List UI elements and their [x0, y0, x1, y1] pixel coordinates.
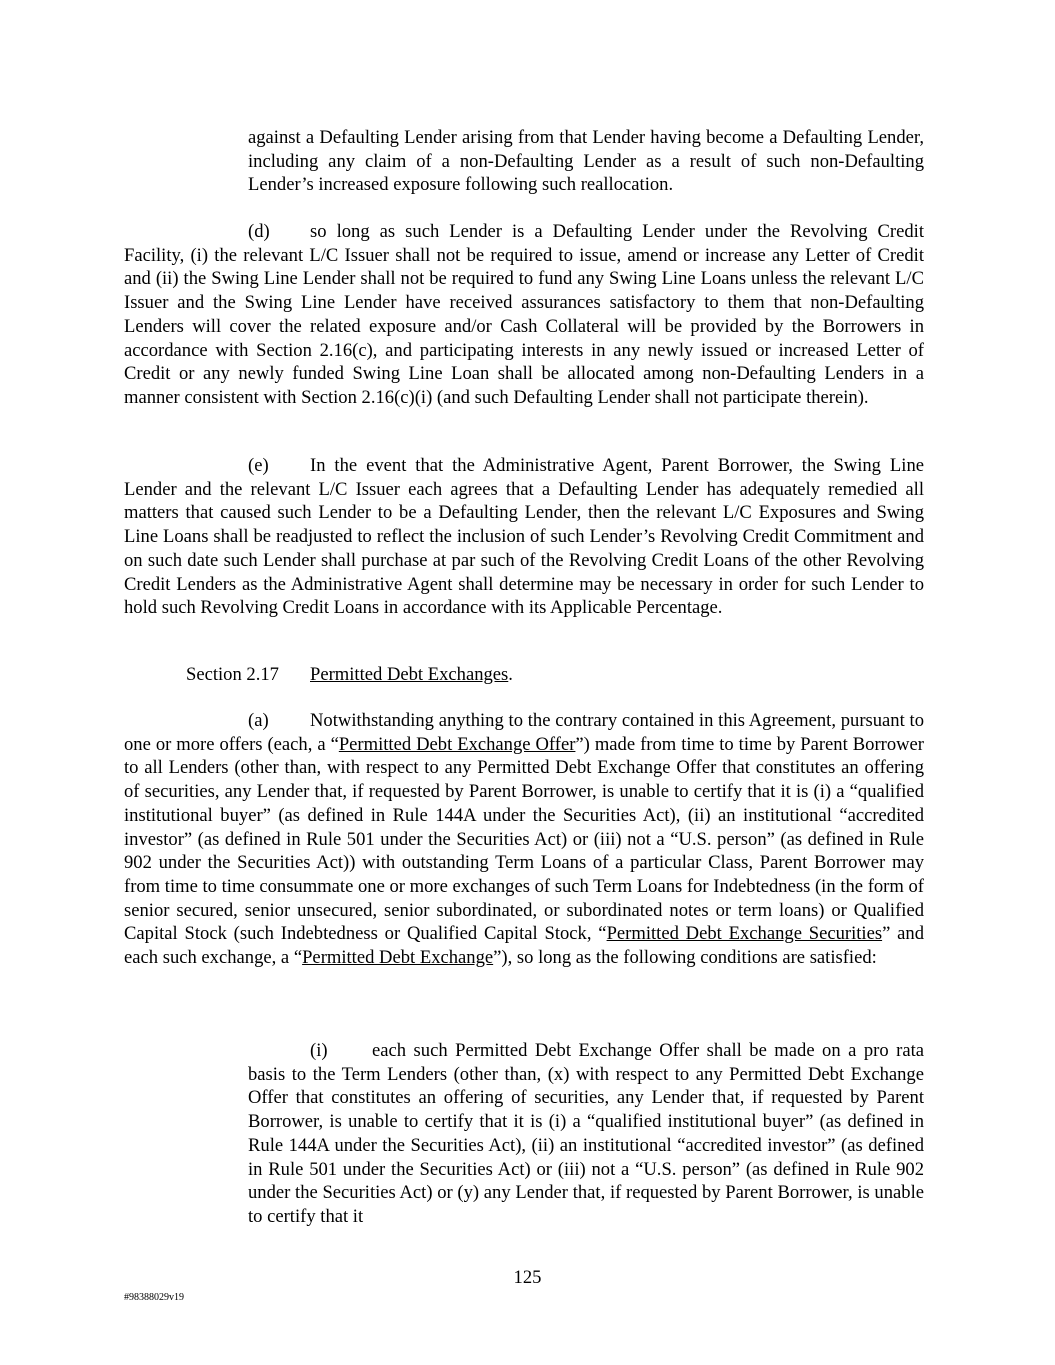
section-number: Section 2.17	[186, 664, 279, 685]
section-heading	[186, 663, 513, 687]
defined-term-permitted-debt-exchange: Permitted Debt Exchange	[302, 947, 494, 969]
paragraph-d-label: (d)	[248, 221, 270, 242]
paragraph-a-i-label: (i)	[310, 1040, 328, 1061]
defined-term-permitted-debt-exchange-offer: Permitted Debt Exchange Offer	[338, 733, 576, 755]
paragraph-a	[124, 709, 924, 970]
paragraph-a-text-1: Notwithstanding anything to the contrary contained in this Agreement, pursuant to one or more offers (each, a “	[124, 710, 924, 755]
paragraph-e	[124, 454, 924, 620]
paragraph-a-i-text: each such Permitted Debt Exchange Offer shall be made on a pro rata basis to the Term Lenders (other than, (x) with respect to any Permitted Debt Exchange Offer that constitutes an offering of securities, any Lender that, if requested by Parent Borrower, is unable to certify that it is (i) a “qualified institutional buyer” (as defined in Rule 144A under the Securities Act), (ii) an institutional “accredited investor” (as defined in Rule 501 under the Securities Act) or (iii) not a “U.S. person” (as defined in Rule 902 under the Securities Act) or (y) any Lender that, if requested by Parent Borrower, is unable to certify that it	[248, 1040, 924, 1227]
paragraph-e-label: (e)	[248, 455, 269, 476]
section-title: Permitted Debt Exchanges	[310, 664, 509, 685]
paragraph-d	[124, 220, 924, 410]
paragraph-c-continuation: against a Defaulting Lender arising from that Lender having become a Defaulting Lender, including any claim of a non-Defaulting Lender as a result of such non-Defaulting Lender’s increased exposure following such reallocation.	[248, 127, 924, 196]
paragraph-a-i	[248, 1039, 924, 1229]
paragraph-a-text-3: ” and each such exchange, a “	[124, 923, 925, 969]
paragraph-a-text-4: ”), so long as the following conditions are satisfied:	[493, 947, 877, 969]
paragraph-a-text-2: ”) made from time to time by Parent Borrower to all Lenders (other than, with respect to any Permitted Debt Exchange Offer that constitutes an offering of securities, any Lender that, if requested by Parent Borrower, is unable to certify that it is (i) a “qualified institutional buyer” (as defined in Rule 144A under the Securities Act), (ii) an institutional “accredited investor” (as defined in Rule 501 under the Securities Act) or (iii) not a “U.S. person” (as defined in Rule 902 under the Securities Act)) with outstanding Term Loans of a particular Class, Parent Borrower may from time to time consummate one or more exchanges of such Term Loans for Indebtedness (in the form of senior secured, senior unsecured, senior subordinated, or subordinated notes or term loans) or Qualified Capital Stock (such Indebtedness or Qualified Capital Stock, “	[124, 733, 924, 945]
page-number: 125	[513, 1267, 542, 1288]
paragraph-d-text: so long as such Lender is a Defaulting Lender under the Revolving Credit Facility, (i) the relevant L/C Issuer shall not be required to issue, amend or increase any Letter of Credit and (ii) the Swing Line Lender shall not be required to fund any Swing Line Loans unless the relevant L/C Issuer and the Swing Line Lender have received assurances satisfactory to them that non-Defaulting Lenders will cover the related exposure and/or Cash Collateral will be provided by the Borrowers in accordance with Section 2.16(c), and participating interests in any newly issued or increased Letter of Credit or any newly funded Swing Line Loan shall be allocated among non-Defaulting Lenders in a manner consistent with Section 2.16(c)(i) (and such Defaulting Lender shall not participate therein).	[124, 221, 924, 408]
section-title-period: .	[508, 664, 513, 685]
paragraph-e-text: In the event that the Administrative Agent, Parent Borrower, the Swing Line Lender and the relevant L/C Issuer each agrees that a Defaulting Lender has adequately remedied all matters that caused such Lender to be a Defaulting Lender, then the relevant L/C Exposures and Swing Line Loans shall be readjusted to reflect the inclusion of such Lender’s Revolving Credit Commitment and on such date such Lender shall purchase at par such of the Revolving Credit Loans of the other Revolving Credit Lenders as the Administrative Agent shall determine may be necessary in order for such Lender to hold such Revolving Credit Loans in accordance with its Applicable Percentage.	[124, 455, 924, 619]
paragraph-a-label: (a)	[248, 710, 269, 731]
defined-term-permitted-debt-exchange-securities: Permitted Debt Exchange Securities	[606, 923, 883, 945]
document-id: #98388029v19	[124, 1292, 184, 1303]
